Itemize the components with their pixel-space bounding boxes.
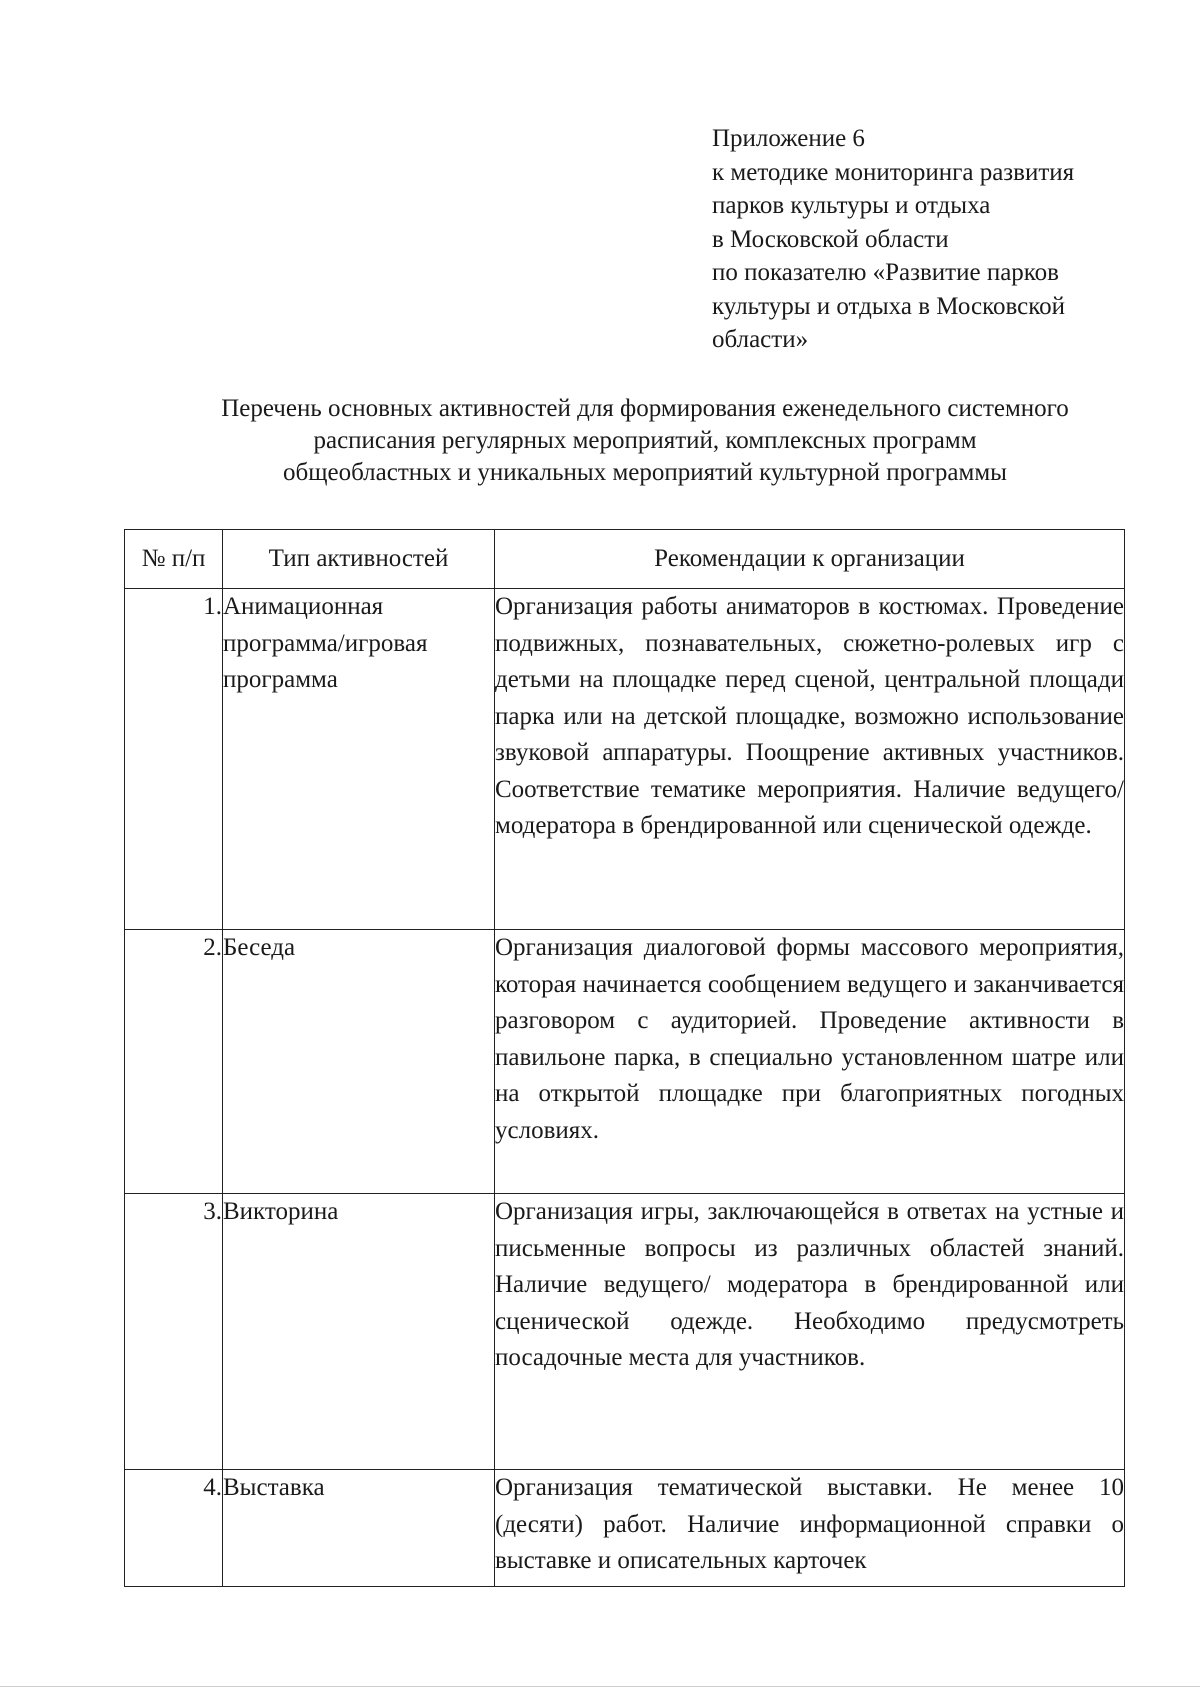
table-row [125,589,1125,930]
page-bottom-divider [0,1686,1200,1687]
header-recommendations: Рекомендации к организации [495,530,1125,589]
activity-type: Беседа [223,930,495,1194]
activity-recommendations: Организация работы аниматоров в костюмах. Проведение подвижных, познавательных, сюжетно-ролевых игр с детьми на площадке перед сценой, центральной площади парка или на детской площадке, возможно использование звуковой аппаратуры. Поощрение активных участников. Соответствие тематике мероприятия. Наличие ведущего/модератора в брендированной или сценической одежде. [495,589,1125,930]
activity-type: Выставка [223,1470,495,1587]
table-row [125,930,1125,1194]
activities-table [124,529,1125,1587]
row-number: 3. [125,1194,223,1470]
table-row [125,1194,1125,1470]
header-num: № п/п [125,530,223,589]
document-title: Перечень основных активностей для формирования еженедельного системного расписания регулярных мероприятий, комплексных программ общеобластных и уникальных мероприятий культурной программы [221,395,1069,486]
activity-recommendations: Организация игры, заключающейся в ответах на устные и письменные вопросы из различных областей знаний. Наличие ведущего/ модератора в брендированной или сценической одежде. Необходимо предусмотреть посадочные места для участников. [495,1194,1125,1470]
row-number: 2. [125,930,223,1194]
table-row [125,1470,1125,1587]
activity-recommendations: Организация тематической выставки. Не менее 10 (десяти) работ. Наличие информационной справки о выставке и описательных карточек [495,1470,1125,1587]
activity-type: Викторина [223,1194,495,1470]
row-number: 1. [125,589,223,930]
activity-recommendations: Организация диалоговой формы массового мероприятия, которая начинается сообщением ведущего и заканчивается разговором с аудиторией. Проведение активности в павильоне парка, в специально установленном шатре или на открытой площадке при благоприятных погодных условиях. [495,930,1125,1194]
table-header-row [125,530,1125,589]
appendix-header: Приложение 6 к методике мониторинга развития парков культуры и отдыха в Московской области по показателю «Развитие парков культуры и отдыха в Московской области» [712,125,1075,353]
header-type: Тип активностей [223,530,495,589]
activity-type: Анимационная программа/игровая программа [223,589,495,930]
row-number: 4. [125,1470,223,1587]
